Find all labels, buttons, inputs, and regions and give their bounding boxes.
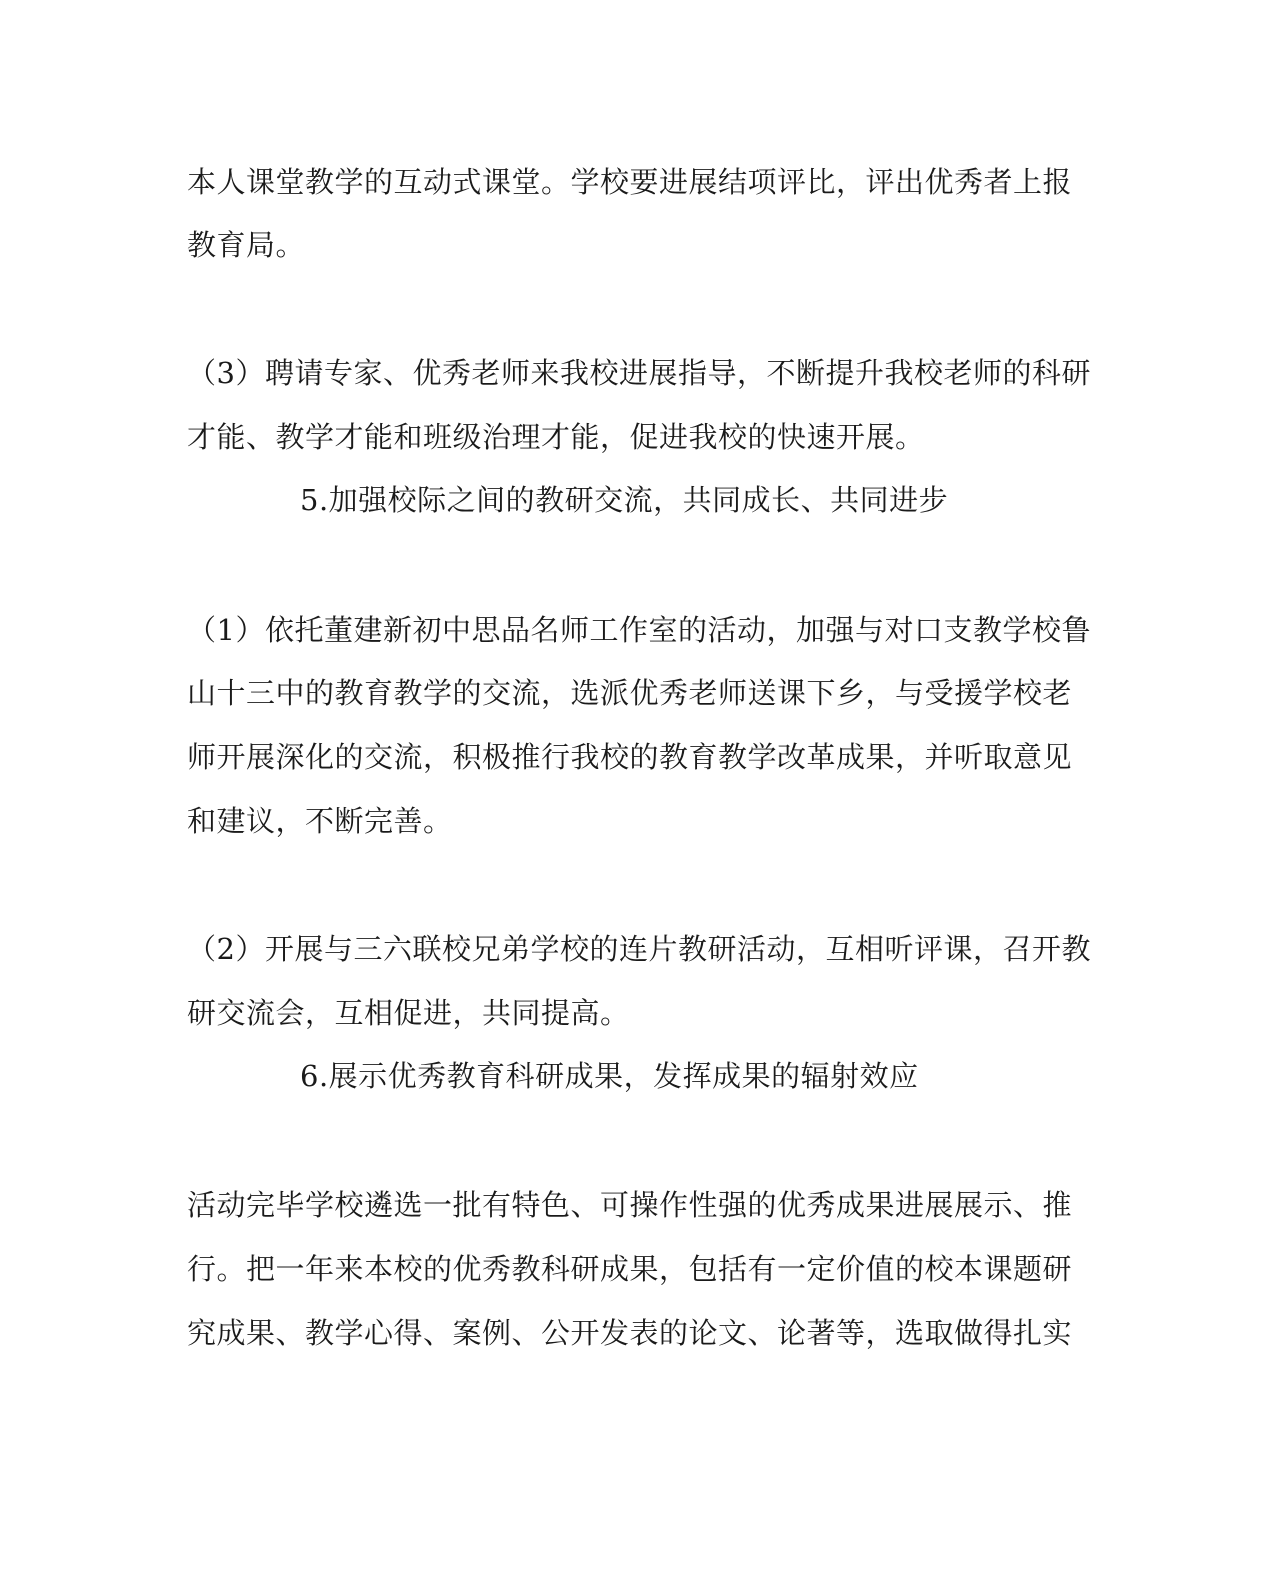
- paragraph-4-line-2: 研交流会，互相促进，共同提高。: [187, 996, 630, 1030]
- paragraph-3-line-2: 山十三中的教育教学的交流，选派优秀老师送课下乡，与受援学校老: [187, 676, 1073, 710]
- paragraph-5-line-3: 究成果、教学心得、案例、公开发表的论文、论著等，选取做得扎实: [187, 1316, 1073, 1350]
- paragraph-5-line-2: 行。把一年来本校的优秀教科研成果，包括有一定价值的校本课题研: [187, 1252, 1073, 1286]
- section-heading-6: 6.展示优秀教育科研成果，发挥成果的辐射效应: [300, 1059, 919, 1093]
- paragraph-1-line-1: 本人课堂教学的互动式课堂。学校要进展结项评比，评出优秀者上报: [187, 165, 1073, 199]
- paragraph-5-line-1: 活动完毕学校遴选一批有特色、可操作性强的优秀成果进展展示、推: [187, 1188, 1073, 1222]
- paragraph-3-line-4: 和建议，不断完善。: [187, 804, 453, 838]
- paragraph-3-line-3: 师开展深化的交流，积极推行我校的教育教学改革成果，并听取意见: [187, 740, 1073, 774]
- paragraph-2-line-1: （3）聘请专家、优秀老师来我校进展指导，不断提升我校老师的科研: [187, 356, 1091, 390]
- paragraph-1-line-2: 教育局。: [187, 228, 306, 262]
- paragraph-2-line-2: 才能、教学才能和班级治理才能，促进我校的快速开展。: [187, 420, 925, 454]
- section-heading-5: 5.加强校际之间的教研交流，共同成长、共同进步: [300, 483, 949, 517]
- paragraph-4-line-1: （2）开展与三六联校兄弟学校的连片教研活动，互相听评课，召开教: [187, 932, 1091, 966]
- paragraph-3-line-1: （1）依托董建新初中思品名师工作室的活动，加强与对口支教学校鲁: [187, 613, 1091, 647]
